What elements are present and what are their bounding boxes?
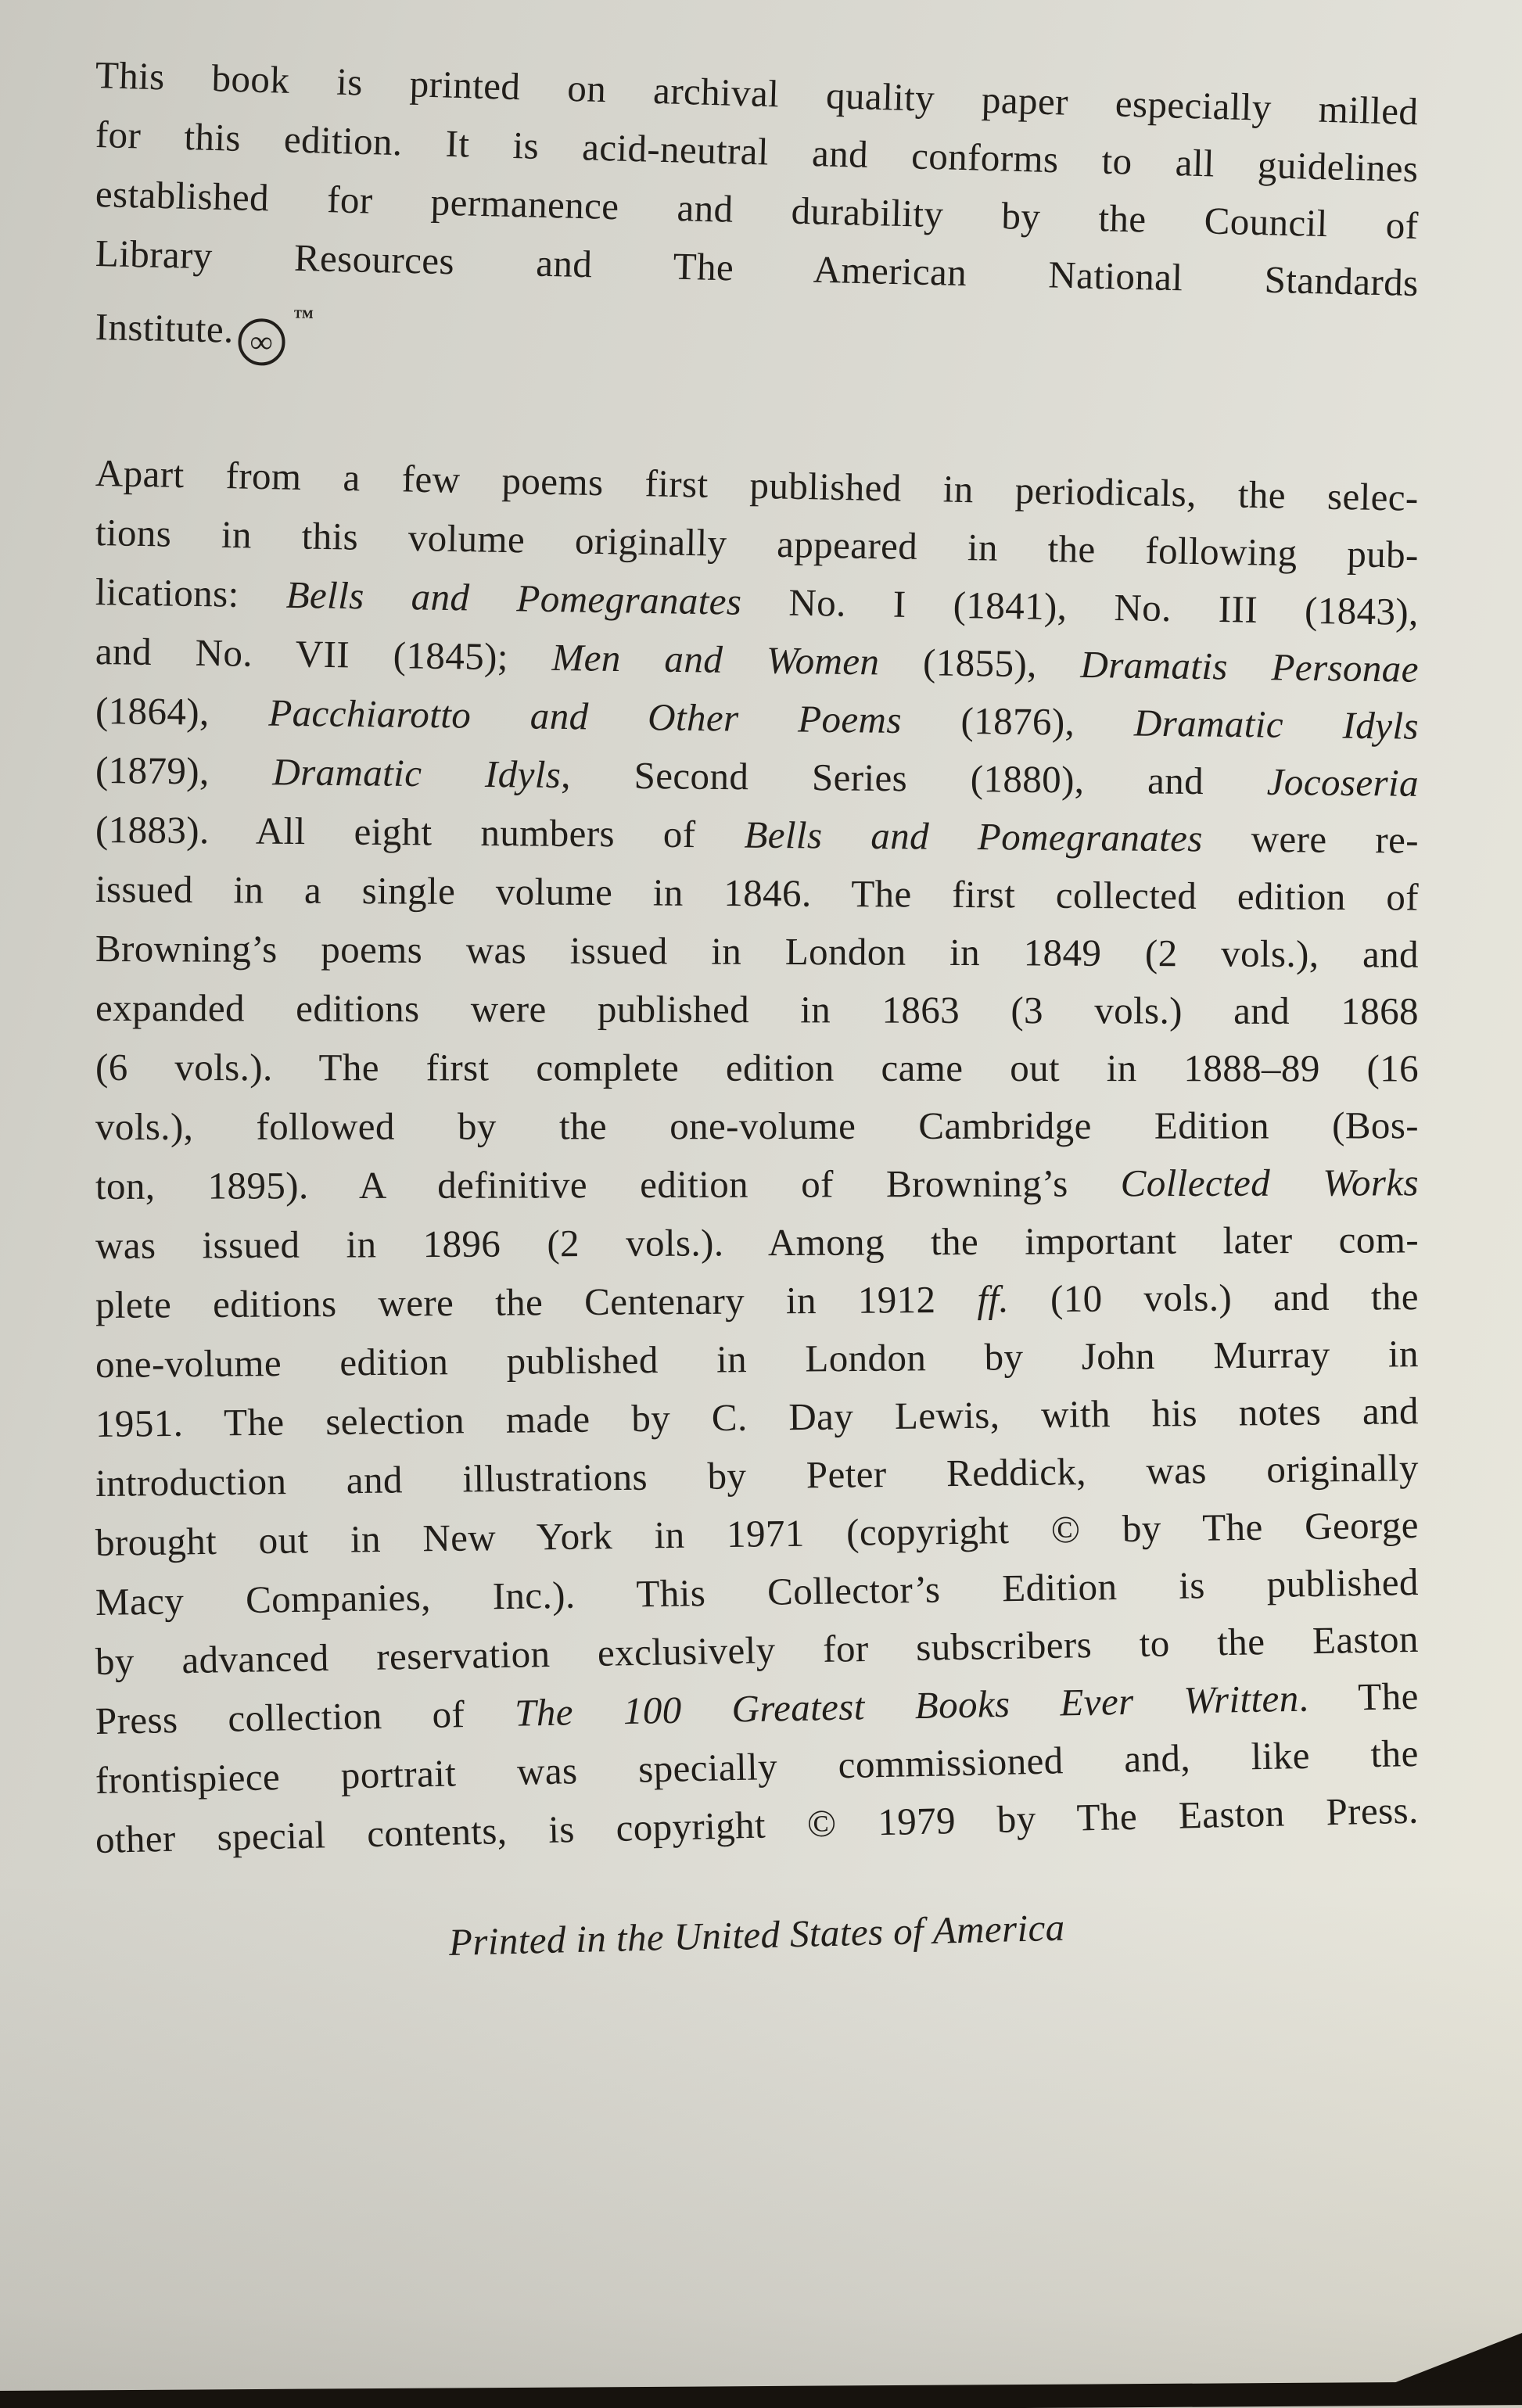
permanent-paper-icon: ∞ — [238, 318, 285, 366]
text-segment: expanded editions were published in 1863 (3 vols.) and 1868 — [95, 986, 1420, 1033]
text-segment: ff. — [977, 1277, 1010, 1321]
text-segment: (1855), — [879, 640, 1081, 686]
text-line — [95, 1210, 1419, 1276]
text-segment: Printed in the United States of America — [448, 1905, 1066, 1964]
text-segment: and No. VII (1845); — [95, 630, 552, 679]
text-line — [95, 1267, 1419, 1335]
text-segment: for this edition. It is acid-neutral and conforms to all guidelines — [95, 113, 1420, 191]
text-line — [95, 800, 1420, 870]
text-segment: Library Resources and The American National Standards — [95, 231, 1420, 305]
text-line — [95, 1889, 1419, 1981]
text-line — [95, 978, 1419, 1041]
text-segment: other special contents, is copyright © 1979 by The Easton Press. — [95, 1788, 1420, 1861]
text-block — [95, 45, 1419, 1981]
text-segment: Dramatis Personae — [1080, 642, 1420, 691]
text-segment: introduction and illustrations by Peter Reddick, was originally — [95, 1445, 1420, 1505]
text-segment: Jocoseria — [1266, 759, 1420, 805]
text-line — [95, 1153, 1419, 1216]
text-segment: (1876), — [901, 698, 1135, 745]
text-segment: Institute. — [95, 305, 235, 351]
text-segment: ton, 1895). A definitive edition of Browning’s — [95, 1161, 1121, 1208]
text-segment: was issued in 1896 (2 vols.). Among the important later com- — [95, 1218, 1420, 1267]
publication-history — [95, 443, 1419, 1870]
trademark-icon: ™ — [293, 305, 314, 328]
text-segment: No. I (1841), No. III (1843), — [741, 580, 1420, 633]
text-segment: Press collection of — [95, 1691, 515, 1742]
text-segment: were re- — [1202, 816, 1420, 862]
text-segment: Macy Companies, Inc.). This Collector’s Edition is published — [95, 1560, 1420, 1624]
printed-in-usa — [95, 1905, 1419, 1981]
text-segment: lications: — [95, 570, 287, 616]
text-segment: (6 vols.). The first complete edition came out in 1888–89 (16 — [95, 1046, 1420, 1090]
text-segment: Men and Women — [551, 635, 880, 684]
text-segment: (1864), — [95, 689, 269, 734]
page-bottom-edge-shadow — [0, 2381, 1522, 2408]
text-segment: Bells and Pomegranates — [744, 813, 1204, 860]
text-segment: (1879), — [95, 748, 273, 794]
text-segment: This book is printed on archival quality paper especially milled — [95, 53, 1420, 134]
text-segment: Pacchiarotto and Other Poems — [268, 691, 903, 742]
text-segment: tions in this volume originally appeared in the following pub- — [95, 511, 1420, 576]
text-segment: (1883). All eight numbers of — [95, 808, 745, 856]
text-segment: (10 vols.) and the — [1008, 1275, 1420, 1321]
text-segment: frontispiece portrait was specially commissioned and, like the — [95, 1731, 1420, 1802]
text-segment: Collected Works — [1120, 1161, 1420, 1205]
text-segment: Apart from a few poems first published in periodicals, the selec- — [95, 451, 1420, 519]
text-line — [95, 1096, 1419, 1157]
text-segment: . The — [1298, 1674, 1420, 1720]
text-segment: Bells and Pomegranates — [285, 572, 742, 623]
text-segment: plete editions were the Centenary in 1912 — [95, 1277, 978, 1326]
text-segment: 1951. The selection made by C. Day Lewis, with his notes and — [95, 1389, 1420, 1445]
text-segment: Dramatic Idyls — [272, 750, 562, 796]
text-segment: vols.), followed by the one-volume Cambridge Edition (Bos- — [95, 1104, 1420, 1148]
text-line — [95, 1038, 1419, 1098]
text-line — [95, 919, 1419, 985]
colophon-paper-note — [95, 45, 1419, 362]
text-segment: by advanced reservation exclusively for subscribers to the Easton — [95, 1617, 1420, 1683]
text-segment: brought out in New York in 1971 (copyright © by The George — [95, 1502, 1420, 1564]
text-segment: , Second Series (1880), and — [561, 752, 1268, 803]
text-segment: Dramatic Idyls — [1133, 701, 1420, 748]
text-segment: one-volume edition published in London by John Murray in — [95, 1332, 1420, 1386]
text-segment: issued in a single volume in 1846. The first collected edition of — [95, 867, 1420, 919]
text-segment: Browning’s poems was issued in London in 1849 (2 vols.), and — [95, 927, 1420, 976]
text-line — [95, 859, 1419, 928]
text-segment: The 100 Greatest Books Ever Written — [514, 1676, 1300, 1735]
text-segment: established for permanence and durability by the Council of — [95, 172, 1420, 248]
